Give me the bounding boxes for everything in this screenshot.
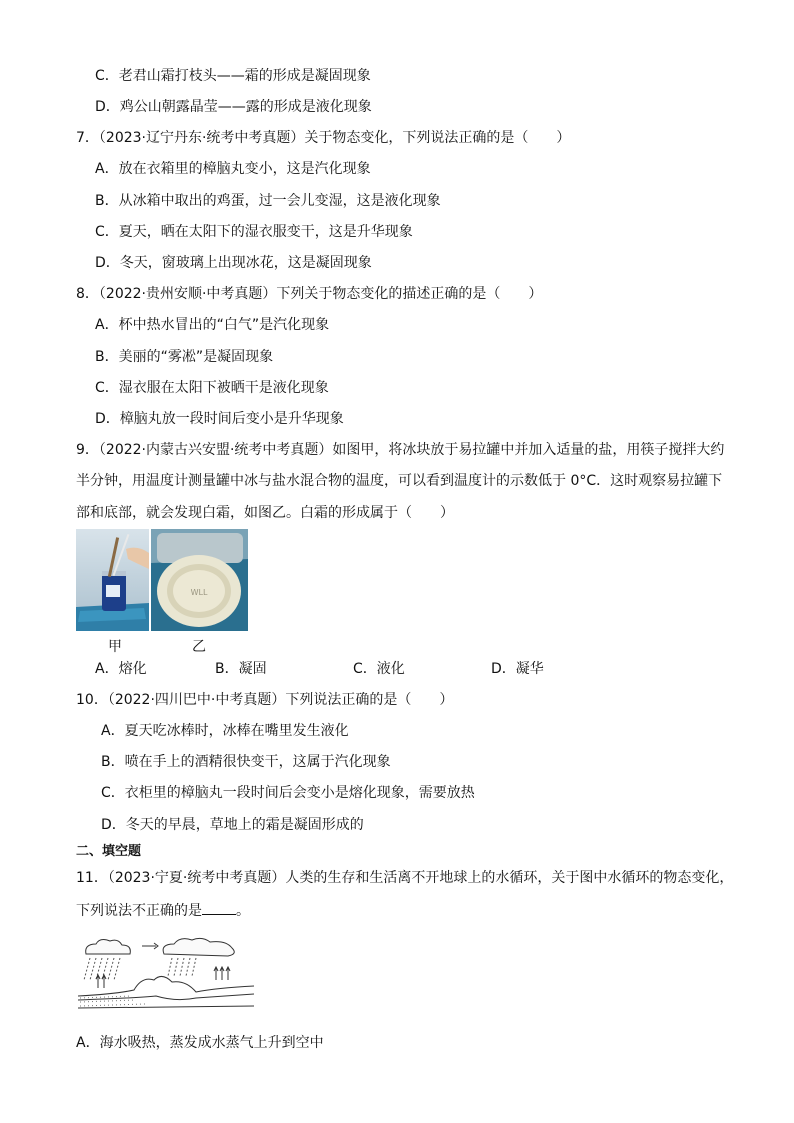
answer-blank[interactable] — [202, 900, 236, 915]
option-8b: B．美丽的“雾凇”是凝固现象 — [95, 349, 274, 365]
question-9-line1: 9．（2022·内蒙古兴安盟·统考中考真题）如图甲，将冰块放于易拉罐中并加入适量的盐，用筷子搅拌大约 — [76, 442, 725, 458]
question-8: 8．（2022·贵州安顺·中考真题）下列关于物态变化的描述正确的是（ ） — [76, 286, 543, 302]
option-9b: B．凝固 — [215, 661, 267, 677]
question-11-end: 。 — [236, 903, 250, 919]
caption-jia: 甲 — [108, 639, 122, 655]
option-6c: C．老君山霜打枝头——霜的形成是凝固现象 — [95, 68, 371, 84]
question-11-line1: 11．（2023·宁夏·统考中考真题）人类的生存和生活离不开地球上的水循环，关于图中水循环的物态变化， — [76, 870, 734, 886]
question-9-line3: 部和底部，就会发现白霜，如图乙。白霜的形成属于（ ） — [76, 505, 454, 521]
question-10: 10．（2022·四川巴中·中考真题）下列说法正确的是（ ） — [76, 692, 454, 708]
option-8a: A．杯中热水冒出的“白气”是汽化现象 — [95, 317, 330, 333]
question-9-line2: 半分钟，用温度计测量罐中冰与盐水混合物的温度，可以看到温度计的示数低于 0°C．这时观察易拉罐下 — [76, 473, 723, 489]
option-8d: D．樟脑丸放一段时间后变小是升华现象 — [95, 411, 344, 427]
option-10c: C．衣柜里的樟脑丸一段时间后会变小是熔化现象，需要放热 — [101, 785, 475, 801]
water-cycle-diagram — [76, 936, 256, 1016]
option-6d: D．鸡公山朝露晶莹——露的形成是液化现象 — [95, 99, 372, 115]
section-heading: 二、填空题 — [76, 844, 142, 859]
option-7a: A．放在衣箱里的樟脑丸变小，这是汽化现象 — [95, 161, 371, 177]
option-11a: A．海水吸热，蒸发成水蒸气上升到空中 — [76, 1035, 324, 1051]
question-11-line2 — [76, 900, 250, 920]
option-10b: B．喷在手上的酒精很快变干，这属于汽化现象 — [101, 754, 391, 770]
svg-text:WLL: WLL — [190, 588, 208, 597]
option-9d: D．凝华 — [491, 661, 544, 677]
caption-yi: 乙 — [192, 639, 206, 655]
option-9a: A．熔化 — [95, 661, 147, 677]
photo-yi — [151, 529, 248, 631]
option-9c: C．液化 — [353, 661, 405, 677]
question-7: 7．（2023·辽宁丹东·统考中考真题）关于物态变化，下列说法正确的是（ ） — [76, 130, 571, 146]
option-7c: C．夏天，晒在太阳下的湿衣服变干，这是升华现象 — [95, 224, 413, 240]
photo-jia — [76, 529, 149, 631]
question-11-text: 下列说法不正确的是 — [76, 903, 202, 919]
option-10d: D．冬天的早晨，草地上的霜是凝固形成的 — [101, 817, 364, 833]
option-7d: D．冬天，窗玻璃上出现冰花，这是凝固现象 — [95, 255, 372, 271]
option-8c: C．湿衣服在太阳下被晒干是液化现象 — [95, 380, 329, 396]
option-7b: B．从冰箱中取出的鸡蛋，过一会儿变湿，这是液化现象 — [95, 193, 441, 209]
option-10a: A．夏天吃冰棒时，冰棒在嘴里发生液化 — [101, 723, 349, 739]
